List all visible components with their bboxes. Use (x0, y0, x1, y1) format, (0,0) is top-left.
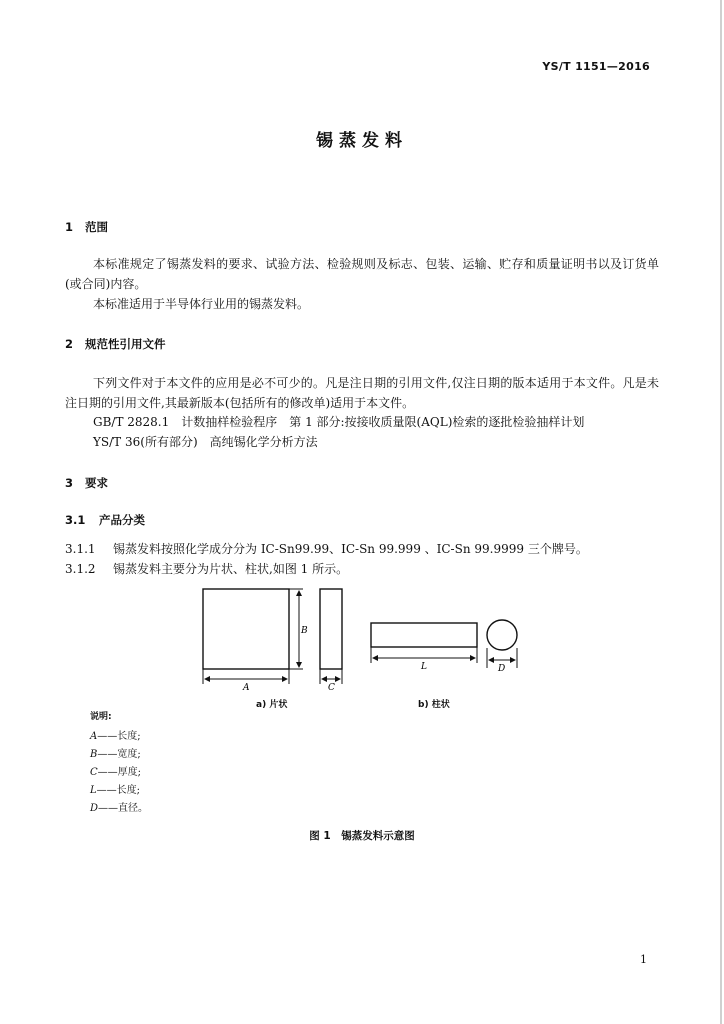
figure-sublabel-b: b) 柱状 (418, 700, 450, 710)
clause-number: 3.1.2 (65, 562, 96, 576)
section-title: 规范性引用文件 (85, 337, 166, 351)
legend-title: 说明: (90, 712, 112, 722)
legend-description: ——长度; (97, 731, 141, 742)
legend-description: ——厚度; (97, 767, 142, 778)
dimension-l-label: L (421, 662, 427, 672)
section-number: 2 (65, 337, 74, 351)
figure-caption: 图 1 锡蒸发料示意图 (309, 830, 415, 842)
section-title: 产品分类 (99, 513, 145, 527)
legend-item (90, 799, 148, 814)
section-number: 3.1 (65, 513, 86, 527)
section-number: 1 (65, 220, 74, 234)
legend-description: ——长度; (96, 785, 141, 796)
dimension-a-label: A (243, 683, 250, 693)
legend-symbol: L (90, 785, 97, 796)
legend-symbol: A (90, 731, 98, 742)
legend-item (90, 763, 141, 778)
page-number: 1 (640, 953, 647, 966)
dimension-d-label: D (498, 664, 506, 674)
flake-side-view (320, 589, 342, 669)
section-title: 范围 (85, 220, 108, 234)
paragraph-text: 本标准适用于半导体行业用的锡蒸发料。 (93, 297, 310, 311)
section-title: 要求 (85, 476, 108, 490)
normative-reference-2: YS/T 36(所有部分) 高纯锡化学分析方法 (93, 435, 318, 449)
dimension-c-label: C (328, 683, 335, 693)
column-side-view (371, 623, 477, 647)
legend-item (90, 745, 141, 760)
document-title: 锡蒸发料 (316, 131, 408, 151)
paragraph-text: 本标准规定了锡蒸发料的要求、试验方法、检验规则及标志、包装、运输、贮存和质量证明书以及订货单(或合同)内容。 (65, 257, 659, 291)
clause-text: 锡蒸发料主要分为片状、柱状,如图 1 所示。 (113, 562, 349, 576)
legend-symbol: C (90, 767, 98, 778)
section-number: 3 (65, 476, 74, 490)
flake-front-view (203, 589, 289, 669)
legend-description: ——直径。 (98, 803, 149, 814)
legend-item (90, 781, 140, 796)
column-end-view (487, 620, 517, 650)
figure-sublabel-a: a) 片状 (256, 700, 288, 710)
paragraph-text: 下列文件对于本文件的应用是必不可少的。凡是注日期的引用文件,仅注日期的版本适用于本文件。凡是未注日期的引用文件,其最新版本(包括所有的修改单)适用于本文件。 (65, 376, 659, 410)
standard-code: YS/T 1151—2016 (542, 60, 650, 73)
clause-text: 锡蒸发料按照化学成分分为 IC-Sn99.99、IC-Sn 99.999 、IC-Sn 99.9999 三个牌号。 (113, 542, 588, 556)
legend-description: ——宽度; (97, 749, 141, 760)
legend-symbol: B (90, 749, 98, 760)
legend-symbol: D (90, 803, 99, 814)
normative-reference-1: GB/T 2828.1 计数抽样检验程序 第 1 部分:按接收质量限(AQL)检索的逐批检验抽样计划 (93, 415, 585, 429)
dimension-b-label: B (301, 626, 308, 636)
legend-item (90, 727, 141, 742)
clause-number: 3.1.1 (65, 542, 96, 556)
